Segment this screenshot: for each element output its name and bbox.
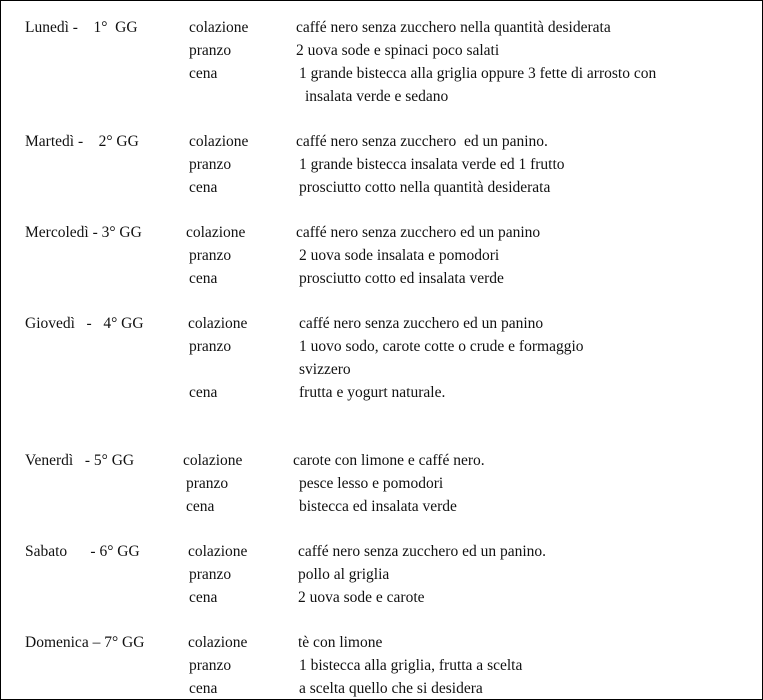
- meal-name: colazione: [183, 452, 243, 469]
- meal-name: pranzo: [189, 657, 232, 674]
- meal-text: frutta e yogurt naturale.: [299, 384, 446, 401]
- meal-name: cena: [189, 589, 218, 606]
- meal-text: tè con limone: [298, 634, 383, 651]
- meal-text: caffé nero senza zucchero ed un panino: [296, 224, 541, 241]
- meal-name: cena: [189, 384, 218, 401]
- meal-name: cena: [189, 270, 218, 287]
- meal-text: pollo al griglia: [298, 566, 390, 583]
- meal-name: pranzo: [186, 475, 229, 492]
- meal-text: prosciutto cotto ed insalata verde: [299, 270, 504, 287]
- meal-text-continued: svizzero: [299, 361, 351, 378]
- meal-text: 1 bistecca alla griglia, frutta a scelta: [299, 657, 523, 674]
- day-label-wednesday: Mercoledì - 3° GG: [25, 224, 142, 241]
- meal-name: pranzo: [189, 566, 232, 583]
- day-label-saturday: Sabato - 6° GG: [25, 543, 140, 560]
- meal-text: caffé nero senza zucchero ed un panino: [299, 315, 544, 332]
- meal-name: pranzo: [189, 42, 232, 59]
- meal-text: carote con limone e caffé nero.: [293, 452, 485, 469]
- meal-name: cena: [186, 498, 215, 515]
- meal-text: caffé nero senza zucchero nella quantità desiderata: [296, 19, 611, 36]
- meal-text: 1 grande bistecca insalata verde ed 1 frutto: [299, 156, 565, 173]
- meal-name: cena: [189, 680, 218, 697]
- meal-text: pesce lesso e pomodori: [299, 475, 444, 492]
- meal-name: cena: [189, 179, 218, 196]
- meal-name: cena: [189, 65, 218, 82]
- meal-name: colazione: [189, 19, 249, 36]
- meal-name: pranzo: [189, 338, 232, 355]
- meal-name: colazione: [188, 543, 248, 560]
- meal-text: 2 uova sode insalata e pomodori: [299, 247, 500, 264]
- day-label-monday: Lunedì - 1° GG: [25, 19, 138, 36]
- meal-text: a scelta quello che si desidera: [299, 680, 483, 697]
- meal-text: bistecca ed insalata verde: [299, 498, 457, 515]
- meal-text: caffé nero senza zucchero ed un panino.: [298, 543, 547, 560]
- meal-text: prosciutto cotto nella quantità desiderata: [299, 179, 551, 196]
- meal-text: 1 grande bistecca alla griglia oppure 3 fette di arrosto con: [299, 65, 657, 82]
- meal-name: colazione: [186, 224, 246, 241]
- meal-name: colazione: [189, 133, 249, 150]
- meal-text: 2 uova sode e carote: [298, 589, 425, 606]
- meal-name: colazione: [188, 634, 248, 651]
- meal-text: 1 uovo sodo, carote cotte o crude e formaggio: [299, 338, 584, 355]
- meal-text: 2 uova sode e spinaci poco salati: [296, 42, 500, 59]
- meal-name: pranzo: [189, 247, 232, 264]
- day-label-tuesday: Martedì - 2° GG: [25, 133, 139, 150]
- day-label-sunday: Domenica – 7° GG: [25, 634, 145, 651]
- meal-name: colazione: [188, 315, 248, 332]
- day-label-friday: Venerdì - 5° GG: [25, 452, 135, 469]
- day-label-thursday: Giovedì - 4° GG: [25, 315, 144, 332]
- meal-text: caffé nero senza zucchero ed un panino.: [296, 133, 548, 150]
- meal-name: pranzo: [189, 156, 232, 173]
- meal-text-continued: insalata verde e sedano: [305, 88, 449, 105]
